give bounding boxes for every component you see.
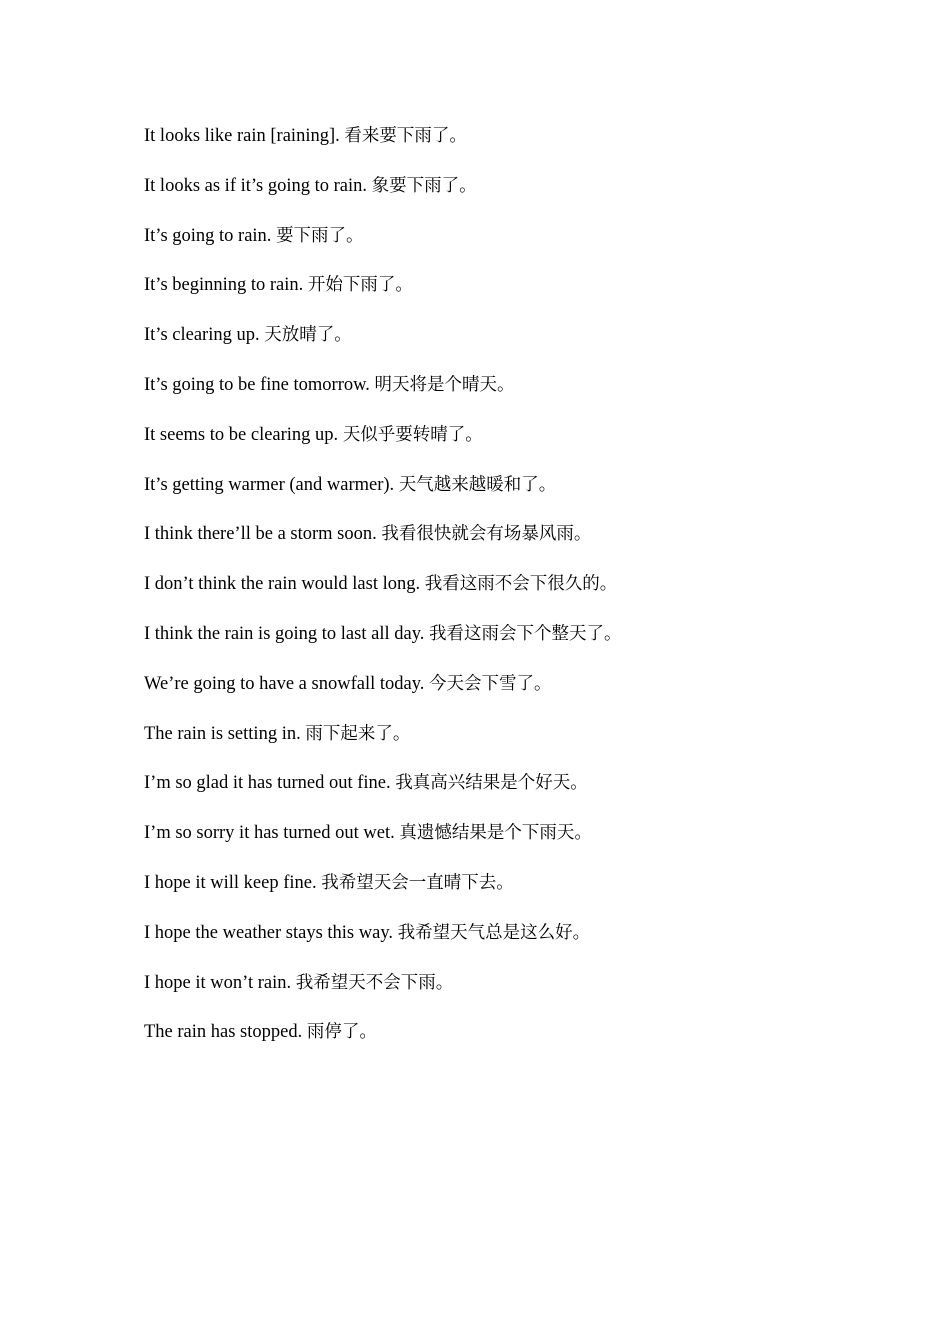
phrase-line — [144, 373, 844, 423]
phrase-english: We’re going to have a snowfall today. — [144, 673, 425, 694]
phrase-chinese: 我希望天会一直晴下去。 — [321, 872, 514, 893]
phrase-english: It looks like rain [raining]. — [144, 126, 340, 146]
phrase-chinese: 我看很快就会有场暴风雨。 — [381, 524, 592, 545]
phrase-english: It’s clearing up. — [144, 325, 260, 346]
phrase-chinese: 要下雨了。 — [276, 225, 364, 246]
phrase-english: I think the rain is going to last all day. — [144, 623, 425, 644]
phrase-chinese: 雨停了。 — [306, 1022, 377, 1043]
phrase-english: It’s going to rain. — [144, 225, 272, 246]
phrase-line — [144, 971, 844, 1021]
phrase-chinese: 我看这雨不会下很久的。 — [424, 574, 618, 595]
phrase-english: It’s getting warmer (and warmer). — [144, 474, 395, 495]
phrase-chinese: 雨下起来了。 — [305, 723, 411, 744]
phrase-english: I hope it will keep fine. — [144, 872, 317, 893]
phrase-line — [144, 174, 844, 224]
phrase-line — [144, 572, 844, 622]
phrase-line — [144, 323, 844, 373]
phrase-line — [144, 722, 844, 772]
phrase-english: I’m so sorry it has turned out wet. — [144, 823, 395, 844]
phrase-line — [144, 672, 844, 722]
phrase-line — [144, 124, 844, 174]
phrase-english: It’s going to be fine tomorrow. — [144, 374, 370, 395]
phrase-line — [144, 921, 844, 971]
phrase-chinese: 开始下雨了。 — [307, 275, 413, 296]
phrase-line — [144, 821, 844, 871]
phrase-list — [144, 124, 844, 1070]
phrase-chinese: 天放晴了。 — [264, 325, 352, 346]
phrase-line — [144, 273, 844, 323]
phrase-chinese: 真遗憾结果是个下雨天。 — [399, 823, 592, 844]
phrase-chinese: 明天将是个晴天。 — [374, 374, 515, 395]
phrase-english: I hope the weather stays this way. — [144, 922, 393, 943]
phrase-chinese: 天气越来越暖和了。 — [398, 474, 557, 495]
phrase-chinese: 象要下雨了。 — [371, 175, 477, 196]
phrase-chinese: 我看这雨会下个整天了。 — [429, 623, 622, 644]
phrase-line — [144, 522, 844, 572]
phrase-english: It’s beginning to rain. — [144, 275, 304, 296]
phrase-english: I don’t think the rain would last long. — [144, 574, 421, 595]
phrase-line — [144, 1020, 844, 1070]
phrase-line — [144, 771, 844, 821]
phrase-chinese: 天似乎要转晴了。 — [342, 424, 483, 445]
phrase-chinese: 我真高兴结果是个好天。 — [395, 773, 588, 794]
phrase-english: I’m so glad it has turned out fine. — [144, 773, 391, 794]
phrase-english: I hope it won’t rain. — [144, 972, 292, 993]
phrase-line — [144, 473, 844, 523]
phrase-english: It seems to be clearing up. — [144, 424, 339, 445]
phrase-chinese: 今天会下雪了。 — [429, 673, 552, 694]
phrase-line — [144, 423, 844, 473]
phrase-chinese: 我希望天气总是这么好。 — [397, 922, 591, 943]
phrase-line — [144, 622, 844, 672]
phrase-english: The rain has stopped. — [144, 1022, 303, 1043]
phrase-chinese: 看来要下雨了。 — [344, 126, 467, 146]
phrase-english: I think there’ll be a storm soon. — [144, 524, 377, 545]
phrase-line — [144, 871, 844, 921]
phrase-english: The rain is setting in. — [144, 723, 301, 744]
phrase-chinese: 我希望天不会下雨。 — [295, 972, 454, 993]
phrase-line — [144, 224, 844, 274]
phrase-english: It looks as if it’s going to rain. — [144, 175, 368, 196]
